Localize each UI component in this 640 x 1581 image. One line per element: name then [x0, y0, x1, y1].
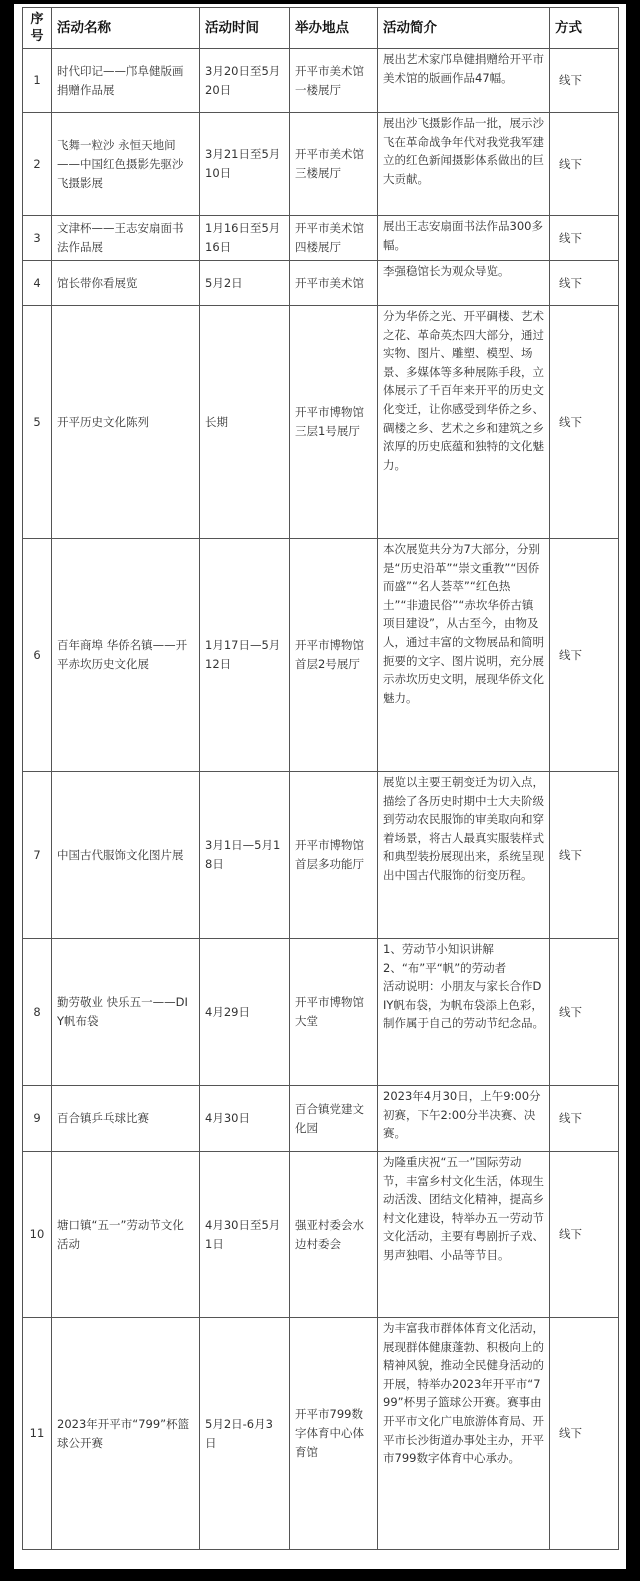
cell-desc: 展览以主要王朝变迁为切入点，描绘了各历史时期中士大夫阶级到劳动农民服饰的审美取向和穿着场景，将古人最真实服装样式和典型装扮展现出来，系统呈现出中国古代服饰的衍变历程。 [378, 772, 550, 939]
header-desc: 活动简介 [378, 8, 550, 49]
table-row [23, 216, 619, 261]
cell-no: 9 [23, 1086, 52, 1152]
table-row [23, 49, 619, 113]
cell-no: 1 [23, 49, 52, 113]
cell-name: 飞舞一粒沙 永恒天地间 ——中国红色摄影先驱沙飞摄影展 [52, 113, 200, 216]
cell-venue: 开平市博物馆首层多功能厅 [290, 772, 378, 939]
table-row [23, 261, 619, 306]
cell-venue: 开平市799数字体育中心体育馆 [290, 1318, 378, 1550]
cell-no: 3 [23, 216, 52, 261]
cell-venue: 开平市美术馆 [290, 261, 378, 306]
table-row [23, 113, 619, 216]
cell-desc: 展出王志安扇面书法作品300多幅。 [378, 216, 550, 261]
cell-name: 开平历史文化陈列 [52, 306, 200, 539]
header-no: 序 号 [23, 8, 52, 49]
cell-no: 2 [23, 113, 52, 216]
cell-desc: 1、劳动节小知识讲解 2、“布”平“帆”的劳动者 活动说明：小朋友与家长合作DIY帆布袋，为帆布袋添上色彩，制作属于自己的劳动节纪念品。 [378, 939, 550, 1086]
table-header-row [23, 8, 619, 49]
cell-venue: 开平市博物馆首层2号展厅 [290, 539, 378, 772]
table-row [23, 939, 619, 1086]
cell-name: 百年商埠 华侨名镇——开平赤坎历史文化展 [52, 539, 200, 772]
cell-time: 1月17日—5月12日 [200, 539, 290, 772]
cell-no: 7 [23, 772, 52, 939]
cell-name: 馆长带你看展览 [52, 261, 200, 306]
cell-venue: 开平市美术馆一楼展厅 [290, 49, 378, 113]
cell-time: 5月2日-6月3日 [200, 1318, 290, 1550]
cell-desc: 本次展览共分为7大部分，分别是“历史沿革”“崇文重教”“因侨而盛”“名人荟萃”“红色热土”“非遗民俗”“赤坎华侨古镇项目建设”，从古至今，由物及人，通过丰富的文物展品和简明扼要的文字、图片说明，充分展示赤坎历史文明，展现华侨文化魅力。 [378, 539, 550, 772]
cell-mode: 线下 [550, 539, 619, 772]
cell-mode: 线下 [550, 1086, 619, 1152]
cell-time: 5月2日 [200, 261, 290, 306]
cell-time: 4月29日 [200, 939, 290, 1086]
cell-name: 百合镇乒乓球比赛 [52, 1086, 200, 1152]
cell-time: 3月20日至5月20日 [200, 49, 290, 113]
cell-name: 塘口镇“五一”劳动节文化活动 [52, 1152, 200, 1318]
cell-venue: 开平市博物馆三层1号展厅 [290, 306, 378, 539]
cell-no: 10 [23, 1152, 52, 1318]
cell-desc: 为隆重庆祝“五一”国际劳动节，丰富乡村文化生活，体现生动活泼、团结文化精神，提高乡村文化建设，特举办五一劳动节文化活动，主要有粤剧折子戏、男声独唱、小品等节目。 [378, 1152, 550, 1318]
cell-time: 3月21日至5月10日 [200, 113, 290, 216]
cell-mode: 线下 [550, 939, 619, 1086]
cell-desc: 为丰富我市群体体育文化活动，展现群体健康蓬勃、积极向上的精神风貌，推动全民健身活动的开展，特举办2023年开平市“799”杯男子篮球公开赛。赛事由开平市文化广电旅游体育局、开平市长沙街道办事处主办，开平市799数字体育中心承办。 [378, 1318, 550, 1550]
cell-mode: 线下 [550, 1152, 619, 1318]
cell-venue: 百合镇党建文化园 [290, 1086, 378, 1152]
cell-no: 6 [23, 539, 52, 772]
cell-desc: 展出沙飞摄影作品一批，展示沙飞在革命战争年代对我党我军建立的红色新闻摄影体系做出的巨大贡献。 [378, 113, 550, 216]
cell-name: 中国古代服饰文化图片展 [52, 772, 200, 939]
table-row [23, 539, 619, 772]
cell-name: 文津杯——王志安扇面书法作品展 [52, 216, 200, 261]
table-row [23, 1318, 619, 1550]
cell-time: 3月1日—5月18日 [200, 772, 290, 939]
cell-mode: 线下 [550, 216, 619, 261]
table-row [23, 772, 619, 939]
cell-venue: 开平市博物馆大堂 [290, 939, 378, 1086]
header-name: 活动名称 [52, 8, 200, 49]
cell-no: 4 [23, 261, 52, 306]
header-venue: 举办地点 [290, 8, 378, 49]
header-time: 活动时间 [200, 8, 290, 49]
cell-mode: 线下 [550, 1318, 619, 1550]
cell-mode: 线下 [550, 772, 619, 939]
cell-name: 时代印记——邝阜健版画捐赠作品展 [52, 49, 200, 113]
cell-mode: 线下 [550, 261, 619, 306]
cell-mode: 线下 [550, 306, 619, 539]
cell-desc: 展出艺术家邝阜健捐赠给开平市美术馆的版画作品47幅。 [378, 49, 550, 113]
table-row [23, 1086, 619, 1152]
cell-desc: 分为华侨之光、开平碉楼、艺术之花、革命英杰四大部分，通过实物、图片、雕塑、模型、场景、多媒体等多种展陈手段，立体展示了千百年来开平的历史文化变迁，让你感受到华侨之乡、碉楼之乡、艺术之乡和建筑之乡浓厚的历史底蕴和独特的文化魅力。 [378, 306, 550, 539]
table-row [23, 1152, 619, 1318]
cell-time: 长期 [200, 306, 290, 539]
cell-time: 4月30日至5月1日 [200, 1152, 290, 1318]
cell-no: 8 [23, 939, 52, 1086]
document-page [14, 4, 626, 1569]
cell-time: 4月30日 [200, 1086, 290, 1152]
cell-desc: 李强稳馆长为观众导览。 [378, 261, 550, 306]
cell-no: 11 [23, 1318, 52, 1550]
cell-name: 勤劳敬业 快乐五一——DIY帆布袋 [52, 939, 200, 1086]
cell-mode: 线下 [550, 49, 619, 113]
cell-venue: 强亚村委会水边村委会 [290, 1152, 378, 1318]
cell-venue: 开平市美术馆三楼展厅 [290, 113, 378, 216]
activity-table [22, 7, 619, 1550]
cell-name: 2023年开平市“799”杯篮球公开赛 [52, 1318, 200, 1550]
cell-venue: 开平市美术馆四楼展厅 [290, 216, 378, 261]
cell-no: 5 [23, 306, 52, 539]
header-mode: 方式 [550, 8, 619, 49]
table-row [23, 306, 619, 539]
cell-mode: 线下 [550, 113, 619, 216]
cell-desc: 2023年4月30日，上午9:00分初赛，下午2:00分半决赛、决赛。 [378, 1086, 550, 1152]
cell-time: 1月16日至5月16日 [200, 216, 290, 261]
